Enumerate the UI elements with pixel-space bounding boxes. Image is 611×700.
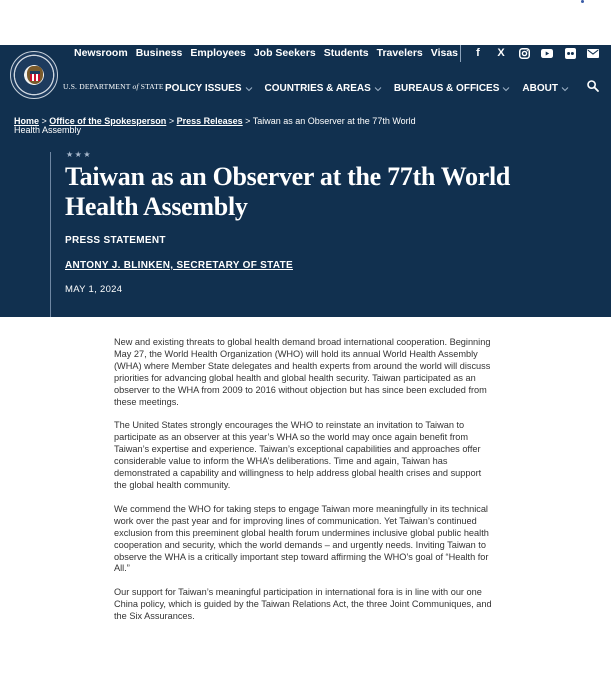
nav-label: BUREAUS & OFFICES [393, 83, 500, 94]
article-paragraph: The United States strongly encourages the WHO to reinstate an invitation to Taiwan to participate as an observer at this year’s WHA so the world may once again benefit from Taiwan’s expertise and experience. Taiwan’s exceptional capabilities and approaches offer considerable value to inform the WHA’s deliberations. Time and again, Taiwan has demonstrated a capability and willingness to help address global health crises and support the global health community. [114, 420, 482, 490]
social-links [471, 46, 600, 60]
breadcrumb-spokesperson[interactable]: Office of the Spokesperson [49, 116, 167, 126]
x-icon[interactable]: X [497, 47, 505, 59]
breadcrumb-home[interactable]: Home [14, 116, 40, 126]
article-date: MAY 1, 2024 [65, 284, 123, 295]
nav-countries-areas[interactable] [265, 83, 382, 95]
header-accent-line [50, 152, 51, 317]
chevron-down-icon [561, 85, 569, 93]
flickr-icon[interactable] [563, 46, 577, 60]
breadcrumb-current: Taiwan as an Observer at the 77th World Health Assembly [14, 116, 416, 135]
breadcrumb-press-releases[interactable]: Press Releases [176, 116, 243, 126]
nav-label: ABOUT [522, 83, 558, 94]
department-seal-logo[interactable] [10, 51, 58, 99]
utility-link-employees[interactable]: Employees [190, 47, 246, 59]
youtube-icon[interactable] [540, 46, 554, 60]
nav-about[interactable] [522, 83, 569, 95]
corner-dot [581, 0, 584, 3]
article-paragraph: Our support for Taiwan’s meaningful participation in international fora is in line with our one China policy, which is guided by the Taiwan Relations Act, the three Joint Communiques, and the Six Assurances. [114, 587, 492, 622]
search-icon[interactable] [586, 79, 600, 93]
breadcrumb-separator: > [166, 116, 177, 126]
utility-link-job-seekers[interactable]: Job Seekers [253, 47, 316, 59]
nav-bureaus-offices[interactable] [394, 83, 511, 95]
shield-icon [30, 71, 40, 81]
article-author-link[interactable]: ANTONY J. BLINKEN, SECRETARY OF STATE [65, 260, 293, 271]
chevron-down-icon [502, 85, 510, 93]
utility-divider [460, 45, 461, 62]
stars-decoration: ★★★ [66, 150, 93, 159]
page-title: Taiwan as an Observer at the 77th World Health Assembly [65, 162, 511, 221]
utility-link-business[interactable]: Business [135, 47, 183, 59]
top-white-strip [0, 0, 611, 45]
article-body [114, 337, 494, 635]
breadcrumb [14, 117, 434, 135]
department-wordmark[interactable]: U.S. DEPARTMENT of STATE [63, 82, 164, 91]
breadcrumb-separator: > [39, 116, 50, 126]
main-nav [165, 83, 569, 95]
email-icon[interactable] [586, 46, 600, 60]
utility-link-visas[interactable]: Visas [430, 47, 458, 59]
nav-policy-issues[interactable] [165, 83, 253, 95]
chevron-down-icon [245, 85, 253, 93]
utility-link-newsroom[interactable]: Newsroom [74, 47, 128, 59]
article-paragraph: We commend the WHO for taking steps to engage Taiwan more meaningfully in its technical work over the past year and for improving lines of communication. Yet Taiwan’s continued exclusion from this preeminent global health forum undermines inclusive global public health cooperation and security, which the world demands – and urgently needs. Inviting Taiwan to observe the WHA is a critically important step toward affirming the WHO’s goal of “Health for All.” [114, 503, 489, 574]
article-paragraph: New and existing threats to global health demand broad international cooperation. Beginning May 27, the World Health Organization (WHO) will hold its annual World Health Assembly (WHA) where Member State delegates and health experts from around the world will discuss priorities for advancing global health and global health security. Taiwan participated as an observer to the WHA from 2009 to 2016 without objection but has since been excluded from these meetings. [114, 337, 491, 407]
breadcrumb-separator: > [242, 116, 253, 126]
utility-link-students[interactable]: Students [323, 47, 369, 59]
instagram-icon[interactable] [517, 46, 531, 60]
article-type: PRESS STATEMENT [65, 235, 166, 246]
chevron-down-icon [374, 85, 382, 93]
utility-nav [74, 46, 458, 60]
nav-label: POLICY ISSUES [165, 83, 242, 94]
facebook-icon[interactable]: f [476, 47, 480, 59]
utility-link-travelers[interactable]: Travelers [376, 47, 423, 59]
nav-label: COUNTRIES & AREAS [264, 83, 371, 94]
